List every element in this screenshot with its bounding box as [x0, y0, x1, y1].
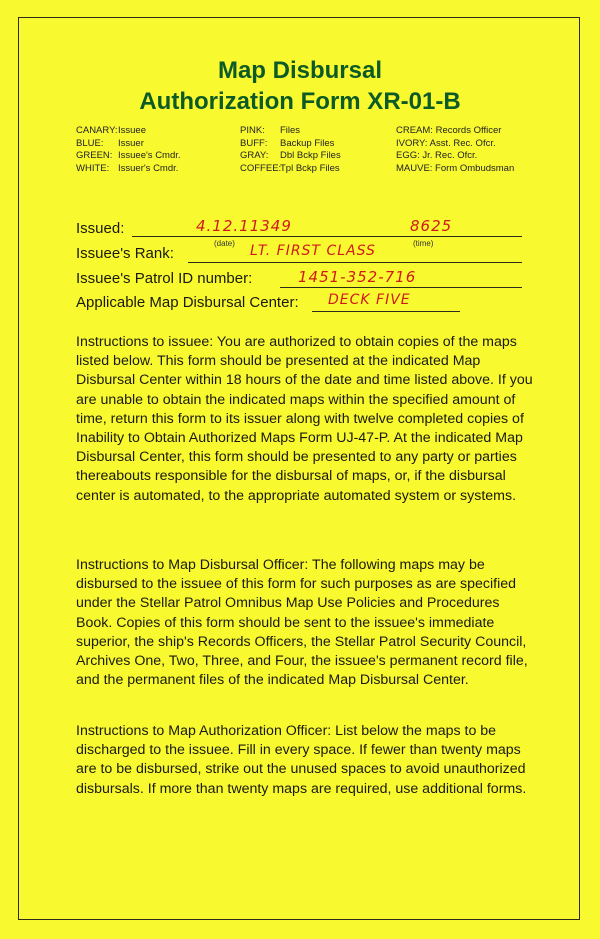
copy-legend-col3 — [396, 125, 514, 175]
center-line — [312, 311, 460, 312]
copy-legend-col2 — [240, 125, 341, 175]
rank-label: Issuee's Rank: — [76, 245, 174, 262]
legend-row: GREEN: Issuee's Cmdr. — [76, 150, 181, 161]
legend-row: BUFF: Backup Files — [240, 137, 335, 149]
issued-date-value[interactable]: 4.12.11349 — [196, 217, 292, 235]
instructions-disbursal-officer: Instructions to Map Disbursal Officer: The following maps may be disbursed to the issuee of this form for such purposes as are specified under the Stellar Patrol Omnibus Map Use Policies and Procedures Book. Copies of this form should be sent to the issuee's immediate superior, the ship's Records Officers, the Stellar Patrol Security Council, Archives One, Two, Three, and Four, the issuee's permanent record file, and the permanent files of the indicated Map Disbursal Center. — [76, 557, 528, 689]
legend-row: MAUVE: Form Ombudsman — [396, 162, 515, 174]
patrol-id-line — [280, 287, 522, 288]
legend-row: BLUE: Issuer — [76, 137, 144, 149]
legend-row: PINK: Files — [240, 125, 301, 136]
legend-row: GRAY: Dbl Bckp Files — [240, 150, 341, 161]
issued-line — [132, 236, 522, 237]
legend-row: CANARY:Issuee — [76, 125, 146, 136]
form-title-line1: Map Disbursal — [217, 57, 383, 84]
form-title-line2: Authorization Form XR-01-B — [139, 88, 461, 115]
center-label: Applicable Map Disbursal Center: — [76, 294, 299, 311]
time-hint: (time) — [413, 239, 434, 248]
patrol-id-label: Issuee's Patrol ID number: — [76, 270, 253, 287]
legend-row: EGG: Jr. Rec. Ofcr. — [396, 150, 478, 161]
instructions-issuee: Instructions to issuee: You are authorized to obtain copies of the maps listed below. This form should be presented at the indicated Map Disbursal Center within 18 hours of the date and time listed above. If you are unable to obtain the indicated maps within the specified amount of time, return this form to its issuer along with twelve completed copies of Inability to Obtain Authorized Maps Form UJ-47-P. At the indicated Map Disbursal Center, this form should be presented to any party or parties thereabouts responsible for the disbursal of maps, or, if the disbursal center is automated, to the appropriate automated system or systems. — [76, 334, 533, 504]
legend-row: COFFEE:Tpl Bckp Files — [240, 162, 340, 174]
issued-label: Issued: — [76, 220, 125, 237]
legend-row: WHITE: Issuer's Cmdr. — [76, 162, 179, 174]
copy-legend-col1 — [76, 125, 181, 175]
rank-line — [188, 262, 522, 263]
rank-value[interactable]: LT. FIRST CLASS — [250, 243, 376, 259]
patrol-id-value[interactable]: 1451-352-716 — [298, 268, 417, 286]
date-hint: (date) — [214, 239, 235, 248]
instructions-authorization-officer: Instructions to Map Authorization Officer: List below the maps to be discharged to the issuee. Fill in every space. If fewer than twenty maps are to be disbursed, strike out the unused spaces to avoid unauthorized disbursals. If more than twenty maps are required, use additional forms. — [76, 723, 527, 797]
legend-row: IVORY: Asst. Rec. Ofcr. — [396, 137, 496, 149]
legend-row: CREAM: Records Officer — [396, 125, 502, 136]
center-value[interactable]: DECK FIVE — [328, 292, 411, 308]
issued-time-value[interactable]: 8625 — [410, 217, 453, 235]
